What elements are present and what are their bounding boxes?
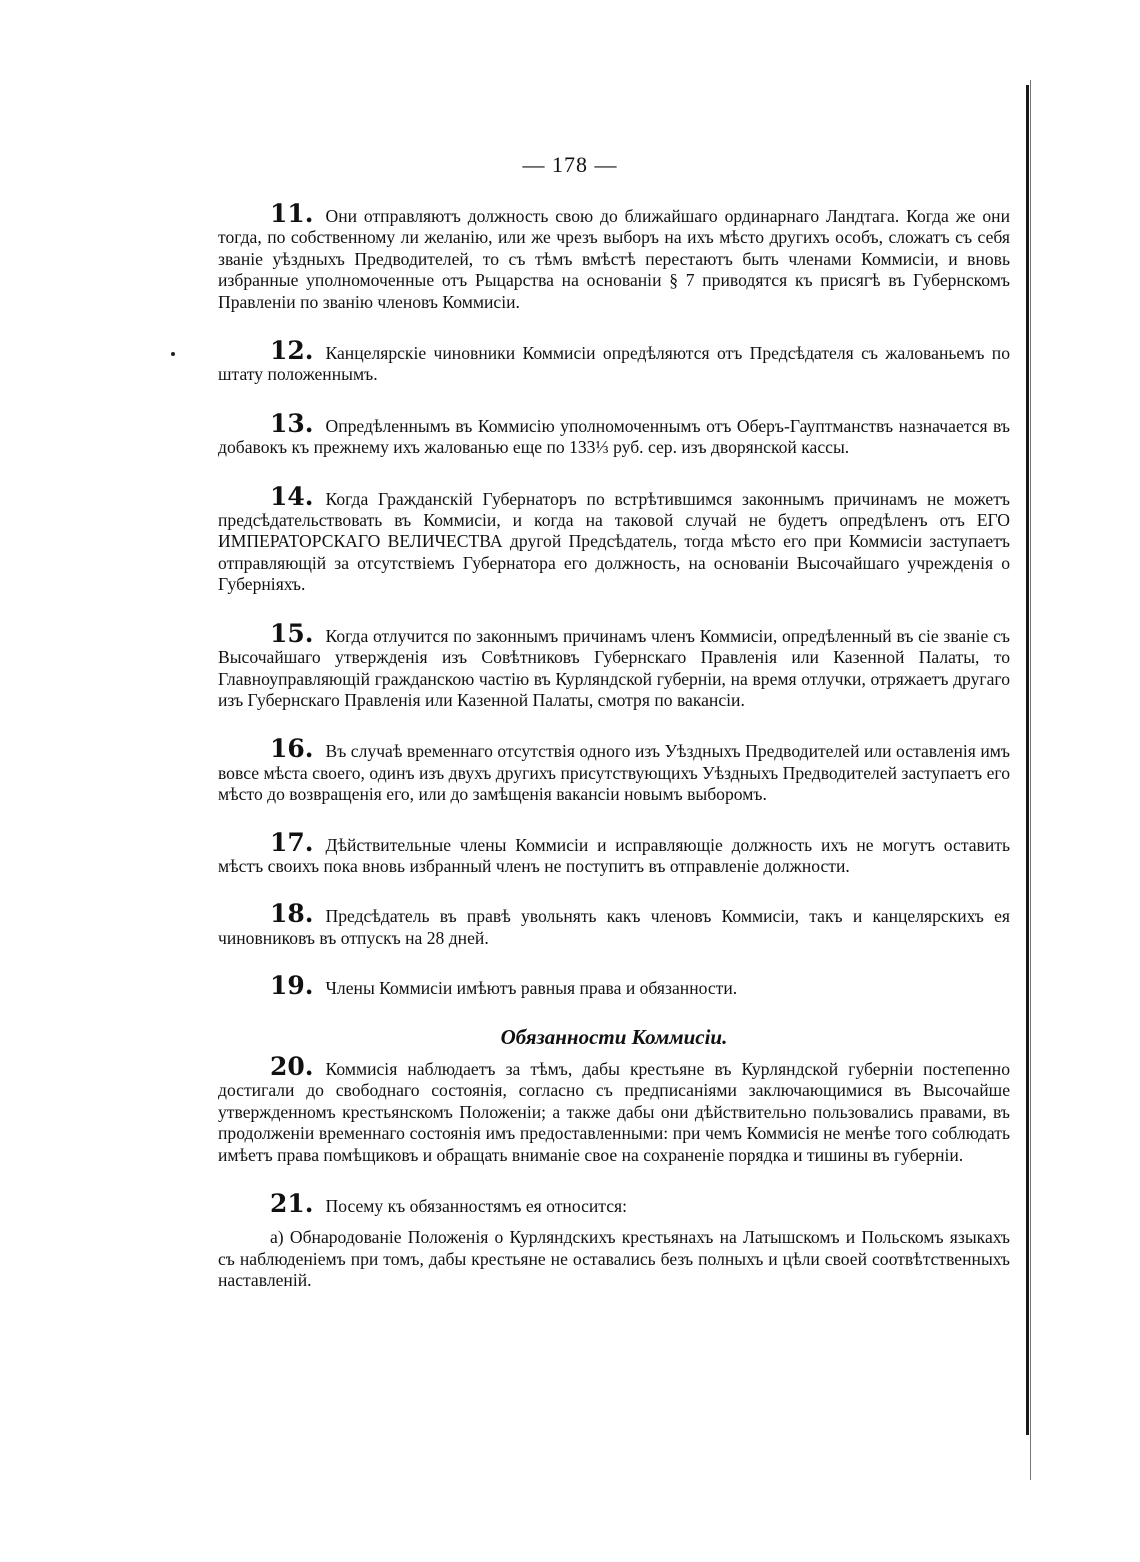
paragraph-number: 12. (270, 336, 314, 366)
paragraph-text: Они отправляютъ должность свою до ближайшаго ординарнаго Ландтага. Когда же они тогда, по собственному ли желанію, или же чрезъ выборъ на ихъ мѣсто другихъ особъ, сложатъ съ себя званіе уѣздныхъ Предводителей, то съ тѣмъ вмѣстѣ перестаютъ быть членами Коммисіи, и вновь избранные уполномоченные отъ Рыцарства на основаніи § 7 приводятся къ присягѣ въ Губернскомъ Правленіи по званію членовъ Коммисіи. (218, 206, 1010, 312)
paragraph-number: 20. (270, 1051, 314, 1081)
paragraph-text: Въ случаѣ временнаго отсутствія одного изъ Уѣздныхъ Предводителей или оставленія имъ вовсе мѣста своего, одинъ изъ двухъ другихъ присутствующихъ Уѣздныхъ Предводителей заступаетъ его мѣсто до возвращенія его, или до замѣщенія вакансіи новымъ выборомъ. (218, 741, 1010, 805)
page-binding-shadow (1026, 85, 1029, 1435)
paragraph-number: 11. (270, 199, 314, 228)
paragraph-12 (218, 336, 1010, 386)
paragraph-14 (218, 481, 1010, 596)
paragraph-number: 16. (270, 734, 314, 764)
paragraph-text: Когда отлучится по законнымъ причинамъ членъ Коммисіи, опредѣленный въ сіе званіе съ Высочайшаго утвержденія изъ Совѣтниковъ Губернскаго Правленія или Казенной Палаты, то Главноуправляющій гражданскою частію въ Курляндской губерніи, на время отлучки, отряжаетъ другаго изъ Губернскаго Правленія или Казенной Палаты, смотря по вакансіи. (218, 625, 1010, 710)
paragraph-number: 17. (270, 827, 314, 857)
paragraph-text: Канцелярскіе чиновники Коммисіи опредѣляются отъ Предсѣдателя съ жалованьемъ по штату положеннымъ. (218, 343, 1010, 385)
paragraph-text: Посему къ обязанностямъ ея относится: (325, 1196, 627, 1216)
paragraph-16 (218, 734, 1010, 805)
paragraph-text: Предсѣдатель въ правѣ увольнять какъ членовъ Коммисіи, такъ и канцелярскихъ ея чиновниковъ въ отпускъ на 28 дней. (218, 906, 1010, 948)
paragraph-number: 14. (270, 481, 314, 511)
section-heading: Обязанности Коммисіи. (500, 1024, 728, 1049)
scan-speck (171, 352, 175, 356)
page-binding-edge (1030, 80, 1031, 1480)
paragraph-13 (218, 408, 1010, 459)
paragraph-text: Когда Гражданскій Губернаторъ по встрѣтившимся законнымъ причинамъ не можетъ предсѣдательствовать въ Коммисіи, и когда на таковой случай не будетъ опредѣленъ отъ ЕГО ИМПЕРАТОРСКАГО ВЕЛИЧЕСТВА другой Предсѣдатель, тогда мѣсто его при Коммисіи заступаетъ отправляющій за отсутствіемъ Губернатора его должность, на основаніи Высочайшаго учрежденія о Губерніяхъ. (218, 488, 1010, 595)
paragraph-text: Дѣйствительные члены Коммисіи и исправляющіе должность ихъ не могутъ оставить мѣстъ своихъ пока вновь избранный членъ не поступитъ въ отправленіе должности. (218, 834, 1010, 876)
paragraph-15 (218, 618, 1010, 712)
paragraph-17 (218, 827, 1010, 878)
paragraph-text: Члены Коммисіи имѣютъ равныя права и обязанности. (325, 978, 738, 999)
paragraph-19 (218, 971, 1010, 1001)
paragraph-21 (218, 1189, 1010, 1218)
paragraph-number: 13. (270, 408, 314, 438)
paragraph-number: 21. (270, 1189, 314, 1218)
paragraph-18 (218, 899, 1010, 949)
page-number: — 178 — (522, 152, 618, 177)
paragraph-text: Коммисія наблюдаетъ за тѣмъ, дабы крестьяне въ Курляндской губерніи постепенно достигали до свободнаго состоянія, согласно съ предписаніями заключающимися въ Высочайше утвержденномъ крестьянскомъ Положеніи; а также дабы они дѣйствительно пользовались правами, въ продолженіи временнаго состоянія имъ предоставленными: при чемъ Коммисія не менѣе того соблюдать имѣетъ права помѣщиковъ и обращать вниманіе свое на сохраненіе порядка и тишины въ губерніи. (218, 1058, 1010, 1165)
paragraph-number: 15. (270, 618, 314, 648)
paragraph-20 (218, 1051, 1010, 1166)
document-body (218, 199, 1010, 1292)
paragraph-number: 19. (270, 971, 314, 1001)
paragraph-11 (218, 199, 1010, 313)
paragraph-number: 18. (270, 899, 314, 929)
paragraph-text: Опредѣленнымъ въ Коммисію уполномоченнымъ отъ Оберъ-Гауптманствъ назначается въ добавокъ къ прежнему ихъ жалованью еще по 133⅓ руб. сер. изъ дворянской кассы. (218, 415, 1010, 458)
subitem-a: а) Обнародованіе Положенія о Курляндскихъ крестьянахъ на Латышскомъ и Польскомъ языкахъ съ наблюденіемъ при томъ, дабы крестьяне не оставались безъ полныхъ и цѣли своей соотвѣтственныхъ наставленій. (218, 1227, 1010, 1291)
